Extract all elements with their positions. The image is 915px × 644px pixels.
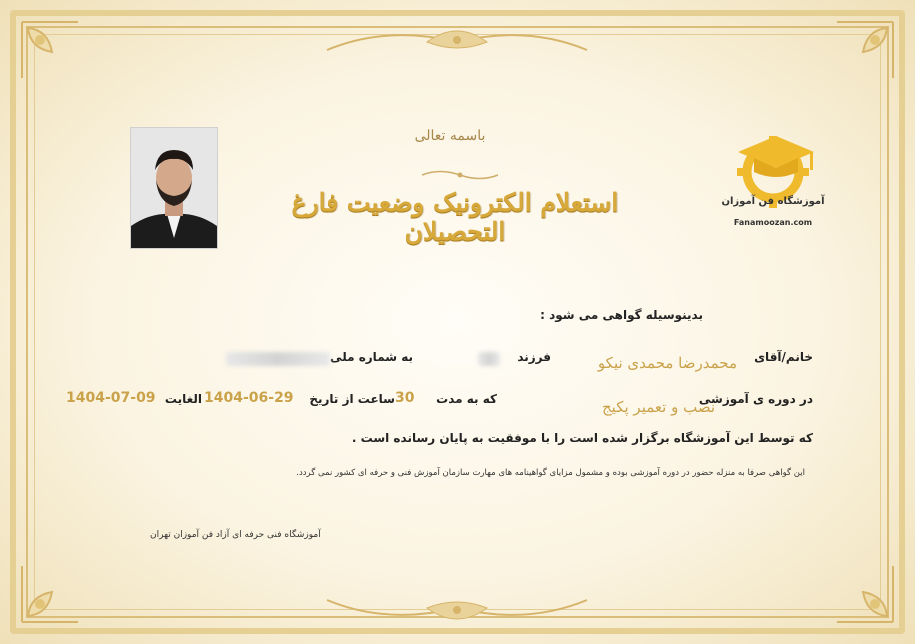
corner-ornament-icon (827, 556, 897, 626)
redacted-national-id (226, 352, 330, 366)
page-title: استعلام الکترونیک وضعیت فارغ التحصیلان (291, 188, 619, 246)
child-of-label: فرزند (517, 350, 551, 364)
institute-footer: آموزشگاه فنی حرفه ای آزاد فن آموزان تهران (150, 530, 321, 540)
course-value: نصب و تعمیر پکیج (601, 398, 715, 416)
redacted-father-name (478, 352, 500, 366)
title-ornament-icon (420, 168, 500, 182)
logo-name: آموزشگاه فن آموزان (721, 196, 825, 207)
disclaimer-note: این گواهی صرفا به منزله حضور در دوره آموزشی بوده و مشمول مزایای گواهینامه های مهارت سازمان آموزش فنی و حرفه ای کشور نمی گردد. (296, 468, 805, 478)
corner-ornament-icon (827, 18, 897, 88)
completion-text: که توسط این آموزشگاه برگزار شده است را با موفقیت به پایان رسانده است . (351, 431, 813, 445)
corner-ornament-icon (18, 18, 88, 88)
duration-value: 30 (395, 390, 415, 406)
start-date-value: 1404-06-29 (204, 390, 294, 406)
student-name-value: محمدرضا محمدی نیکو (597, 354, 737, 372)
student-portrait-icon (130, 127, 218, 249)
end-date-value: 1404-07-09 (66, 390, 156, 406)
basmala-text: باسمه تعالی (414, 128, 486, 144)
course-label: در دوره ی آموزشی (698, 392, 813, 406)
top-ornament-icon (317, 20, 597, 60)
until-label: الغایت (164, 392, 202, 406)
hours-from-label: ساعت از تاریخ (309, 392, 395, 406)
logo-url: Fanamoozan.com (733, 218, 813, 227)
intro-text: بدینوسیله گواهی می شود : (540, 308, 703, 322)
national-id-label: به شماره ملی (330, 350, 413, 364)
graduation-cap-gear-icon (718, 122, 828, 232)
inner-frame (34, 34, 881, 610)
duration-label: که به مدت (436, 392, 497, 406)
corner-ornament-icon (18, 556, 88, 626)
bottom-ornament-icon (317, 590, 597, 630)
mr-mrs-label: خانم/آقای (754, 350, 813, 364)
